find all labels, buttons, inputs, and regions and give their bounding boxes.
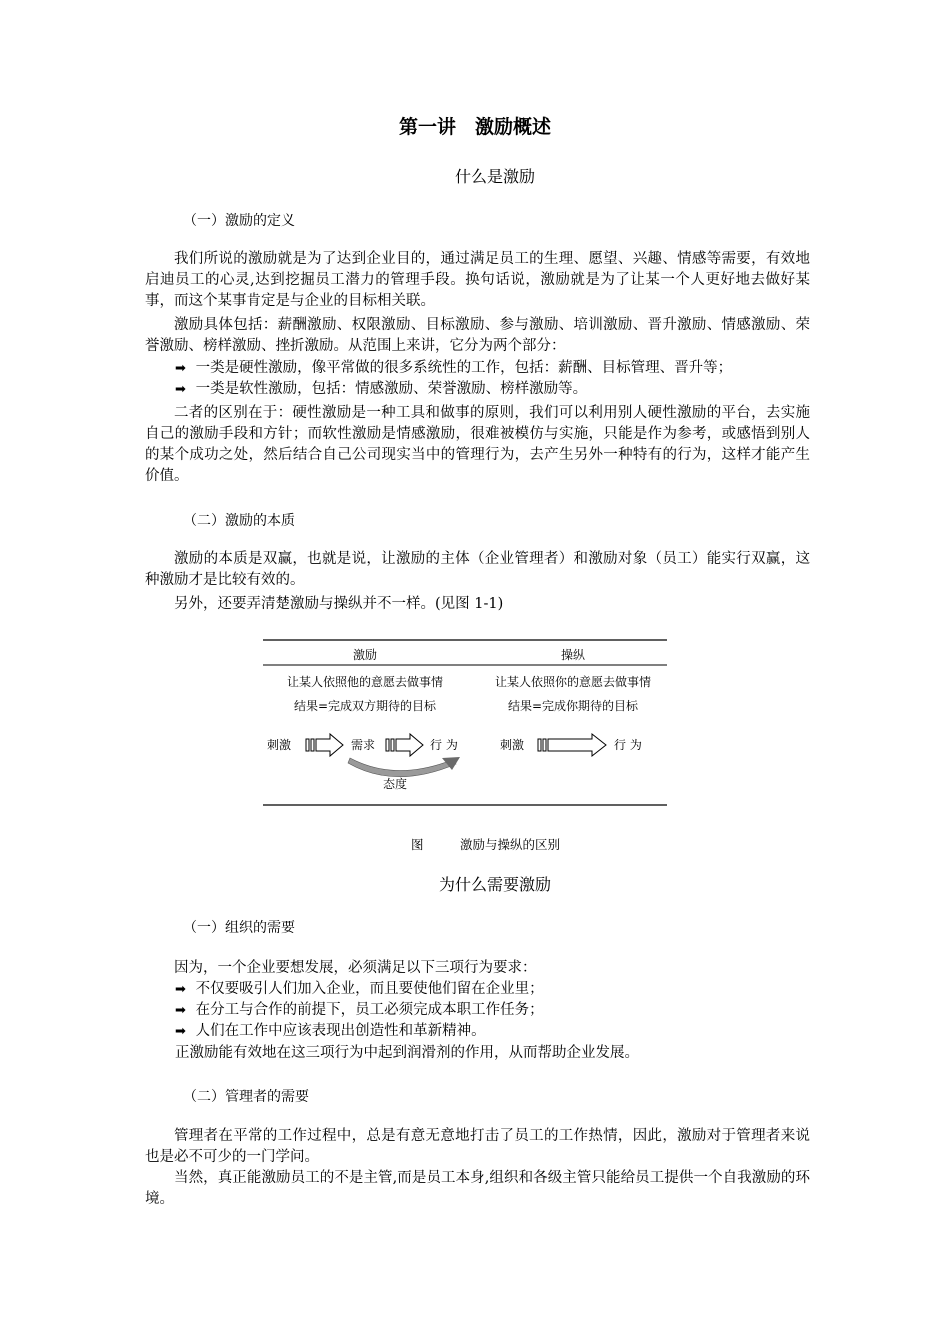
page-title: 第一讲 激励概述 — [398, 116, 551, 138]
figure-right-line1: 让某人依照你的意愿去做事情 — [494, 675, 652, 689]
figure-right-line2: 结果=完成你期待的目标 — [507, 699, 639, 713]
figure-behavior-right: 行 为 — [614, 738, 642, 752]
subheading-essence: （二）激励的本质 — [183, 513, 295, 529]
arrow-right-icon: ➡ — [175, 982, 186, 997]
paragraph-organization-intro: 因为，一个企业要想发展，必须满足以下三项行为要求： — [174, 960, 537, 976]
figure-stimulus-left: 刺激 — [267, 738, 292, 752]
comparison-figure — [0, 630, 950, 860]
section-heading-what: 什么是激励 — [454, 167, 535, 186]
list-item: ➡ 不仅要吸引人们加入企业，而且要使他们留在企业里； — [175, 979, 810, 1000]
paragraph-organization-outro: 正激励能有效地在这三项行为中起到润滑剂的作用，从而帮助企业发展。 — [175, 1045, 639, 1061]
figure-attitude: 态度 — [382, 777, 408, 791]
list-item: ➡ 在分工与合作的前提下，员工必须完成本职工作任务； — [175, 1000, 810, 1021]
paragraph-difference: 二者的区别在于：硬性激励是一种工具和做事的原则，我们可以利用别人硬性激励的平台，去实施自己的激励手段和方针；而软性激励是情感激励，很难被模仿与实施，只能是作为参考，或感悟到别人的某个成功之处，然后结合自己公司现实当中的管理行为，去产生另外一种特有的行为，这样才能产生价值。 — [145, 405, 810, 484]
paragraph-types: 激励具体包括：薪酬激励、权限激励、目标激励、参与激励、培训激励、晋升激励、情感激励、荣誉激励、榜样激励、挫折激励。从范围上来讲，它分为两个部分： — [145, 317, 810, 354]
arrow-right-icon: ➡ — [175, 1003, 186, 1018]
arrow-right-icon — [538, 734, 606, 756]
figure-caption: 激励与操纵的区别 — [460, 837, 561, 852]
figure-behavior-left: 行 为 — [430, 738, 458, 752]
arrow-right-icon — [386, 734, 423, 756]
paragraph-manager: 管理者在平常的工作过程中，总是有意无意地打击了员工的工作热情，因此，激励对于管理者来说也是必不可少的一门学问。 — [145, 1128, 810, 1165]
figure-need: 需求 — [351, 738, 376, 752]
feedback-arc-icon — [348, 757, 460, 777]
subheading-manager: （二）管理者的需要 — [183, 1089, 309, 1105]
figure-left-line2: 结果=完成双方期待的目标 — [293, 699, 437, 713]
arrow-right-icon: ➡ — [175, 361, 186, 376]
list-item: ➡ 一类是软性激励，包括：情感激励、荣誉激励、榜样激励等。 — [175, 379, 810, 400]
section-heading-why: 为什么需要激励 — [438, 875, 551, 894]
arrow-right-icon: ➡ — [175, 1024, 186, 1039]
list-item: ➡ 一类是硬性激励，像平常做的很多系统性的工作，包括：薪酬、目标管理、晋升等； — [175, 358, 810, 379]
figure-caption-label: 图 — [411, 837, 424, 852]
subheading-definition: （一）激励的定义 — [183, 213, 295, 229]
figure-column-incentive: 激励 — [352, 648, 378, 662]
paragraph-essence: 激励的本质是双赢，也就是说，让激励的主体（企业管理者）和激励对象（员工）能实行双赢，这种激励才是比较有效的。 — [145, 551, 810, 588]
subheading-organization: （一）组织的需要 — [183, 920, 295, 936]
paragraph-definition: 我们所说的激励就是为了达到企业目的，通过满足员工的生理、愿望、兴趣、情感等需要，有效地启迪员工的心灵,达到挖掘员工潜力的管理手段。换句话说，激励就是为了让某一个人更好地去做好某事，而这个某事肯定是与企业的目标相关联。 — [145, 251, 810, 309]
paragraph-self-motivation: 当然，真正能激励员工的不是主管,而是员工本身,组织和各级主管只能给员工提供一个自我激励的环境。 — [145, 1170, 810, 1207]
figure-left-line1: 让某人依照他的意愿去做事情 — [286, 675, 444, 689]
arrow-right-icon: ➡ — [175, 382, 186, 397]
figure-stimulus-right: 刺激 — [500, 738, 525, 752]
paragraph-reference: 另外，还要弄清楚激励与操纵并不一样。(见图 1-1) — [174, 596, 504, 612]
arrow-right-icon — [306, 734, 343, 756]
figure-column-manipulation: 操纵 — [560, 648, 586, 662]
list-item: ➡ 人们在工作中应该表现出创造性和革新精神。 — [175, 1021, 810, 1042]
